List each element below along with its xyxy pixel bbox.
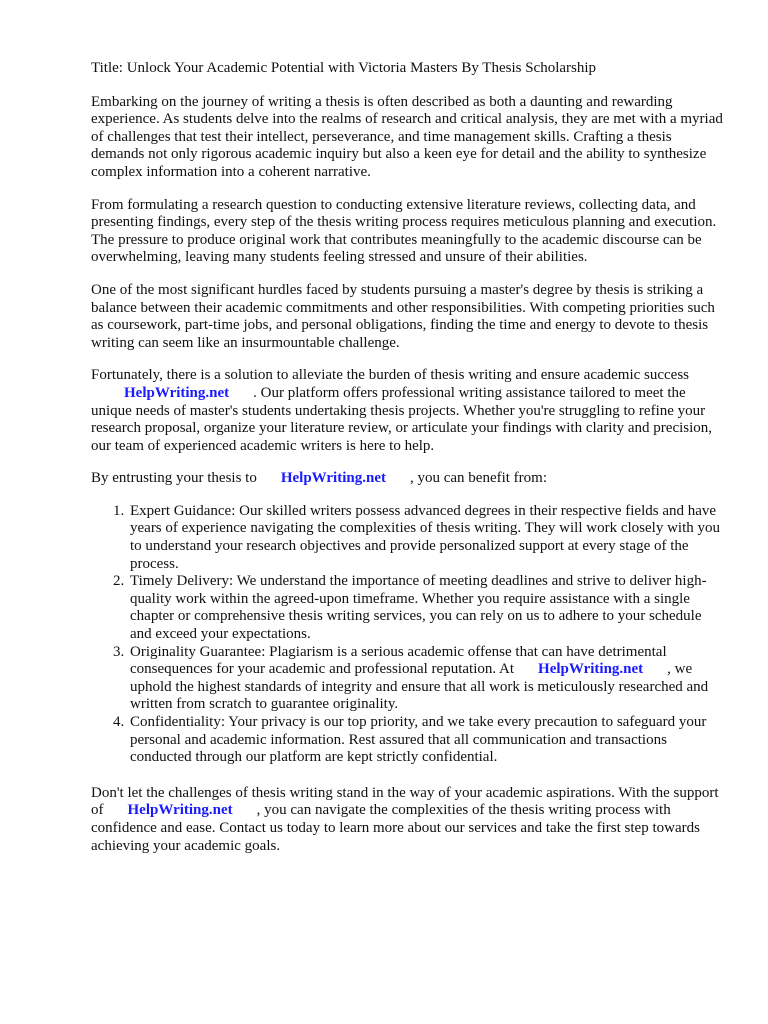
paragraph: From formulating a research question to conducting extensive literature reviews, collecting data, and presenting findings, every step of the thesis writing process requires meticulous planning and execution. The pressure to produce original work that contributes meaningfully to the academic discourse can be overwhelming, leaving many students feeling stressed and unsure of their abilities. (91, 196, 717, 266)
text: , we uphold the highest standards of integrity and ensure that all work is meticulously researched and written from scratch to guarantee originality. (130, 661, 709, 713)
text: . Our platform offers professional writing assistance tailored to meet the unique needs of master's students undertaking thesis projects. Whether you're struggling to refine your research proposal, organize your literature review, or articulate your findings with clarity and precision, our team of experienced academic writers is here to help. (91, 384, 713, 454)
paragraph: One of the most significant hurdles faced by students pursuing a master's degree by thesis is striking a balance between their academic commitments and other responsibilities. With competing priorities such as coursework, part-time jobs, and personal obligations, finding the time and energy to devote to thesis writing can seem like an insurmountable challenge. (91, 281, 715, 351)
text: , you can navigate the complexities of the thesis writing process with confidence and ease. Contact us today to learn more about our services and take the first step towards achieving your academic goals. (91, 802, 700, 854)
list-item: 4. Confidentiality: Your privacy is our top priority, and we take every precaution to safeguard your personal and academic information. Rest assured that all communication and transactions conducted through our platform are kept strictly confidential. (128, 714, 723, 767)
paragraph (91, 785, 723, 855)
text: , you can benefit from: (409, 470, 548, 487)
text: Originality Guarantee: Plagiarism is a serious academic offense that can have detrimental consequences for your academic and professional reputation. At (130, 643, 667, 678)
list-item: 2. Timely Delivery: We understand the importance of meeting deadlines and strive to deliver high-quality work within the agreed-upon timeframe. Whether you require assistance with a single chapter or comprehensive thesis writing services, you can rely on us to adhere to your schedule and exceed your expectations. (128, 573, 723, 643)
text: By entrusting your thesis to (91, 470, 257, 487)
text: Don't let the challenges of thesis writing stand in the way of your academic aspirations. With the support of (91, 784, 719, 819)
helpwriting-link[interactable]: HelpWriting.net (538, 661, 644, 678)
paragraph (91, 470, 723, 488)
text: Fortunately, there is a solution to alleviate the burden of thesis writing and ensure academic success (91, 367, 690, 384)
paragraph (91, 367, 723, 455)
benefits-list (91, 503, 723, 767)
list-item: 1. Expert Guidance: Our skilled writers possess advanced degrees in their respective fields and have years of experience navigating the complexities of thesis writing. They will work closely with you to understand your research objectives and provide personalized support at every stage of the process. (128, 503, 723, 573)
helpwriting-link[interactable]: HelpWriting.net (127, 802, 233, 819)
document-page (91, 60, 723, 870)
paragraph: Embarking on the journey of writing a thesis is often described as both a daunting and rewarding experience. As students delve into the realms of research and critical analysis, they are met with a myriad of challenges that test their intellect, perseverance, and time management skills. Crafting a thesis demands not only rigorous academic inquiry but also a keen eye for detail and the ability to synthesize complex information into a coherent narrative. (91, 93, 723, 180)
helpwriting-link[interactable]: HelpWriting.net (280, 470, 386, 487)
helpwriting-link[interactable]: HelpWriting.net (124, 384, 230, 401)
list-item (128, 644, 723, 714)
document-title: Title: Unlock Your Academic Potential with Victoria Masters By Thesis Scholarship (91, 60, 597, 76)
